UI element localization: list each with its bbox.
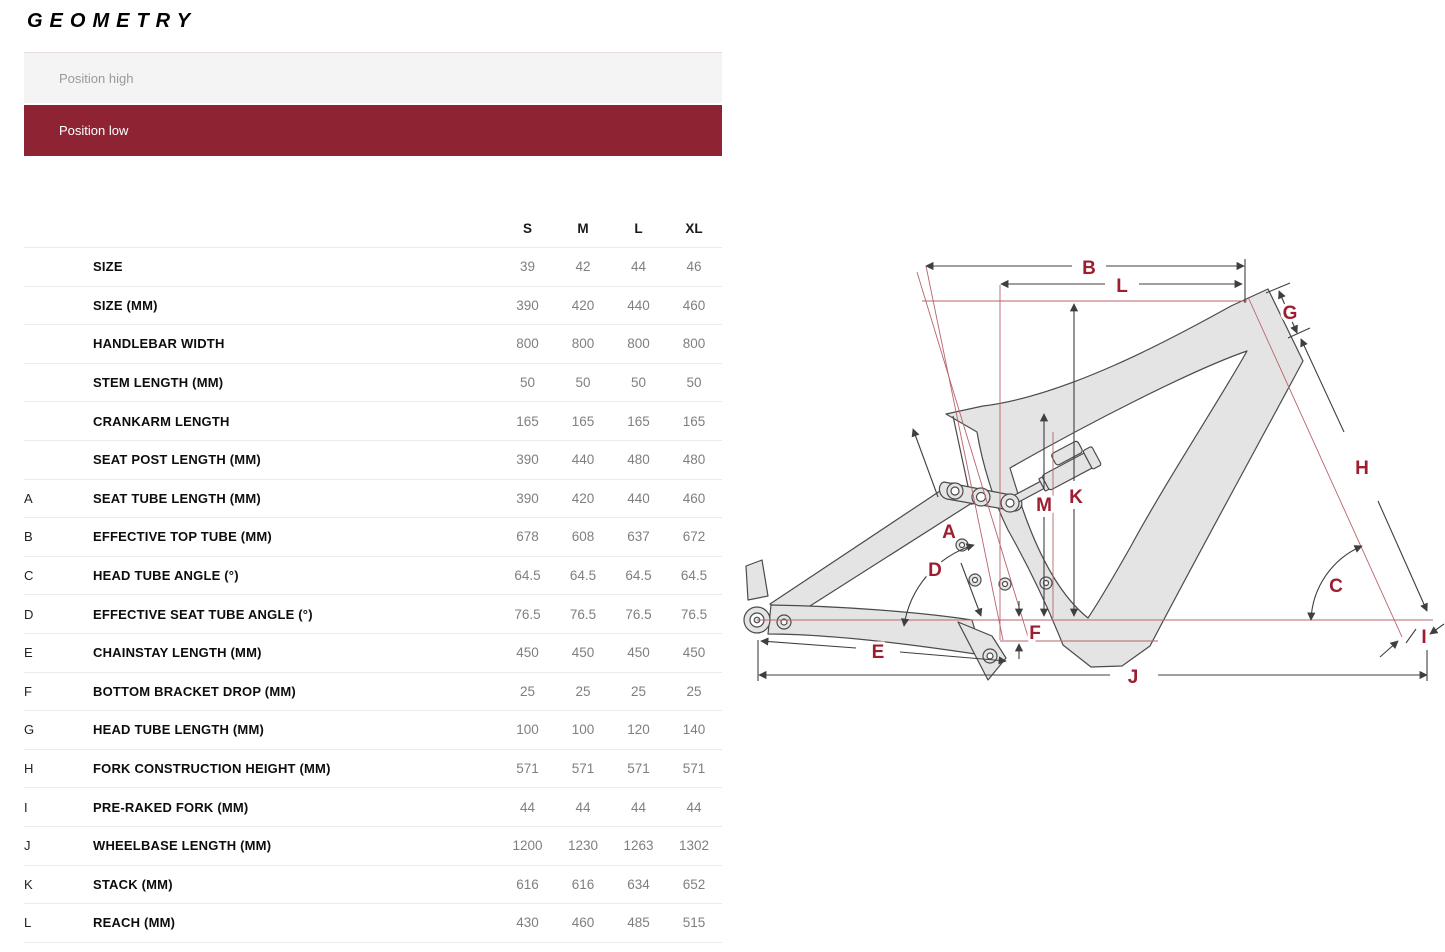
row-value: 46 bbox=[686, 259, 702, 275]
row-value: 480 bbox=[682, 452, 706, 468]
page-title: GEOMETRY bbox=[27, 10, 198, 32]
row-value: 440 bbox=[571, 452, 595, 468]
row-letter: J bbox=[24, 838, 31, 854]
row-value: 50 bbox=[519, 375, 536, 391]
table-row bbox=[24, 286, 722, 325]
row-value: 616 bbox=[571, 876, 595, 892]
table-row bbox=[24, 324, 722, 363]
row-value: 50 bbox=[686, 375, 702, 391]
tab-position-low-label: Position low bbox=[59, 123, 129, 138]
row-value: 515 bbox=[682, 915, 706, 931]
diagram-label-E: E bbox=[871, 642, 885, 663]
row-value: 616 bbox=[516, 876, 539, 892]
row-value: 140 bbox=[682, 722, 706, 738]
table-row bbox=[24, 440, 722, 479]
row-value: 485 bbox=[627, 915, 650, 931]
row-label: SIZE (MM) bbox=[93, 297, 158, 313]
row-label: CHAINSTAY LENGTH (MM) bbox=[93, 645, 262, 661]
diagram-label-D: D bbox=[928, 560, 942, 581]
row-value: 571 bbox=[516, 761, 539, 777]
row-value: 165 bbox=[571, 413, 595, 429]
row-value: 64.5 bbox=[680, 568, 708, 584]
row-value: 460 bbox=[682, 490, 706, 506]
row-letter: C bbox=[24, 568, 34, 584]
row-value: 100 bbox=[516, 722, 539, 738]
row-value: 76.5 bbox=[514, 606, 541, 622]
geometry-table bbox=[24, 210, 722, 943]
table-row bbox=[24, 787, 722, 826]
row-label: SEAT TUBE LENGTH (MM) bbox=[93, 490, 261, 506]
row-value: 42 bbox=[575, 259, 591, 275]
row-label: HEAD TUBE LENGTH (MM) bbox=[93, 722, 265, 738]
row-value: 460 bbox=[571, 915, 595, 931]
row-value: 637 bbox=[627, 529, 650, 545]
row-value: 76.5 bbox=[680, 606, 708, 622]
diagram-label-H: H bbox=[1355, 458, 1369, 479]
row-value: 50 bbox=[630, 375, 647, 391]
row-value: 672 bbox=[682, 529, 706, 545]
row-value: 120 bbox=[627, 722, 650, 738]
row-letter: D bbox=[24, 606, 34, 622]
row-letter: K bbox=[24, 876, 33, 892]
row-value: 39 bbox=[519, 259, 536, 275]
row-label: HEAD TUBE ANGLE (°) bbox=[93, 568, 239, 584]
row-value: 44 bbox=[519, 799, 536, 815]
row-value: 100 bbox=[571, 722, 595, 738]
row-value: 480 bbox=[627, 452, 650, 468]
table-row bbox=[24, 710, 722, 749]
row-value: 25 bbox=[686, 683, 702, 699]
row-letter: L bbox=[24, 915, 32, 931]
row-value: 64.5 bbox=[569, 568, 597, 584]
diagram-label-A: A bbox=[942, 522, 956, 543]
row-value: 165 bbox=[627, 413, 650, 429]
row-value: 450 bbox=[516, 645, 539, 661]
row-letter: A bbox=[24, 490, 33, 506]
row-label: BOTTOM BRACKET DROP (MM) bbox=[93, 683, 296, 699]
row-label: REACH (MM) bbox=[93, 915, 176, 931]
table-row bbox=[24, 479, 722, 518]
row-value: 430 bbox=[516, 915, 539, 931]
row-value: 44 bbox=[686, 799, 702, 815]
row-value: 800 bbox=[627, 336, 650, 352]
row-letter: G bbox=[24, 722, 35, 738]
row-value: 450 bbox=[682, 645, 706, 661]
row-value: 634 bbox=[627, 876, 650, 892]
row-value: 76.5 bbox=[625, 606, 652, 622]
row-value: 44 bbox=[630, 259, 647, 275]
table-row bbox=[24, 247, 722, 286]
diagram-label-B: B bbox=[1082, 258, 1096, 279]
table-header-row bbox=[24, 210, 722, 247]
row-value: 1200 bbox=[512, 838, 543, 854]
row-value: 571 bbox=[682, 761, 706, 777]
brake-mount bbox=[746, 560, 768, 600]
table-row bbox=[24, 903, 722, 943]
table-row bbox=[24, 865, 722, 904]
row-label: STEM LENGTH (MM) bbox=[93, 375, 224, 391]
diagram-label-J: J bbox=[1127, 667, 1139, 688]
column-header-L: L bbox=[634, 221, 643, 236]
row-value: 1230 bbox=[567, 838, 599, 854]
row-value: 165 bbox=[516, 413, 539, 429]
row-label: STACK (MM) bbox=[93, 876, 173, 892]
row-value: 390 bbox=[516, 490, 539, 506]
row-letter: I bbox=[24, 799, 28, 815]
row-value: 450 bbox=[627, 645, 650, 661]
row-value: 390 bbox=[516, 297, 539, 313]
row-value: 44 bbox=[630, 799, 647, 815]
diagram-label-G: G bbox=[1282, 303, 1298, 324]
row-value: 800 bbox=[516, 336, 539, 352]
row-letter: E bbox=[24, 645, 33, 661]
row-value: 1302 bbox=[678, 838, 710, 854]
row-value: 420 bbox=[571, 490, 595, 506]
diagram-label-M: M bbox=[1036, 495, 1052, 516]
table-row bbox=[24, 749, 722, 788]
tab-position-high-label: Position high bbox=[59, 70, 134, 86]
diagram-label-C: C bbox=[1329, 576, 1343, 597]
row-value: 678 bbox=[516, 529, 539, 545]
frame-geometry-diagram bbox=[730, 240, 1445, 700]
table-row bbox=[24, 363, 722, 402]
row-letter: B bbox=[24, 529, 33, 545]
row-value: 64.5 bbox=[514, 568, 541, 584]
row-value: 652 bbox=[682, 876, 706, 892]
row-value: 571 bbox=[627, 761, 650, 777]
column-header-M: M bbox=[577, 221, 589, 236]
row-value: 440 bbox=[627, 297, 650, 313]
table-row bbox=[24, 672, 722, 711]
row-value: 44 bbox=[575, 799, 591, 815]
row-label: EFFECTIVE SEAT TUBE ANGLE (°) bbox=[93, 606, 313, 622]
row-value: 390 bbox=[516, 452, 539, 468]
row-value: 450 bbox=[571, 645, 595, 661]
row-label: PRE-RAKED FORK (MM) bbox=[93, 799, 249, 815]
row-value: 800 bbox=[682, 336, 706, 352]
diagram-label-I: I bbox=[1421, 627, 1427, 648]
tab-position-high[interactable] bbox=[24, 53, 722, 103]
diagram-label-L: L bbox=[1116, 276, 1128, 297]
row-value: 608 bbox=[571, 529, 595, 545]
table-row bbox=[24, 556, 722, 595]
row-value: 571 bbox=[571, 761, 595, 777]
row-value: 64.5 bbox=[625, 568, 652, 584]
row-value: 76.5 bbox=[569, 606, 597, 622]
row-label: SIZE bbox=[93, 259, 123, 275]
table-row bbox=[24, 826, 722, 865]
column-header-XL: XL bbox=[685, 221, 703, 236]
row-value: 440 bbox=[627, 490, 650, 506]
row-value: 420 bbox=[571, 297, 595, 313]
row-letter: F bbox=[24, 683, 32, 699]
table-row bbox=[24, 594, 722, 633]
diagram-label-K: K bbox=[1069, 487, 1083, 508]
row-label: SEAT POST LENGTH (MM) bbox=[93, 452, 261, 468]
seat-stay bbox=[770, 483, 986, 620]
row-value: 25 bbox=[519, 683, 536, 699]
row-value: 50 bbox=[575, 375, 591, 391]
row-label: EFFECTIVE TOP TUBE (MM) bbox=[93, 529, 272, 545]
table-row bbox=[24, 633, 722, 672]
row-value: 165 bbox=[682, 413, 706, 429]
table-row bbox=[24, 517, 722, 556]
diagram-label-F: F bbox=[1029, 623, 1041, 644]
column-header-S: S bbox=[522, 221, 532, 236]
row-value: 460 bbox=[682, 297, 706, 313]
row-value: 25 bbox=[630, 683, 647, 699]
row-label: FORK CONSTRUCTION HEIGHT (MM) bbox=[93, 761, 331, 777]
row-label: WHEELBASE LENGTH (MM) bbox=[93, 838, 272, 854]
row-label: CRANKARM LENGTH bbox=[93, 413, 230, 429]
row-value: 800 bbox=[571, 336, 595, 352]
row-letter: H bbox=[24, 761, 34, 777]
table-row bbox=[24, 401, 722, 440]
row-value: 25 bbox=[575, 683, 591, 699]
row-label: HANDLEBAR WIDTH bbox=[93, 336, 225, 352]
tab-position-low[interactable] bbox=[24, 105, 722, 156]
row-value: 1263 bbox=[623, 838, 654, 854]
